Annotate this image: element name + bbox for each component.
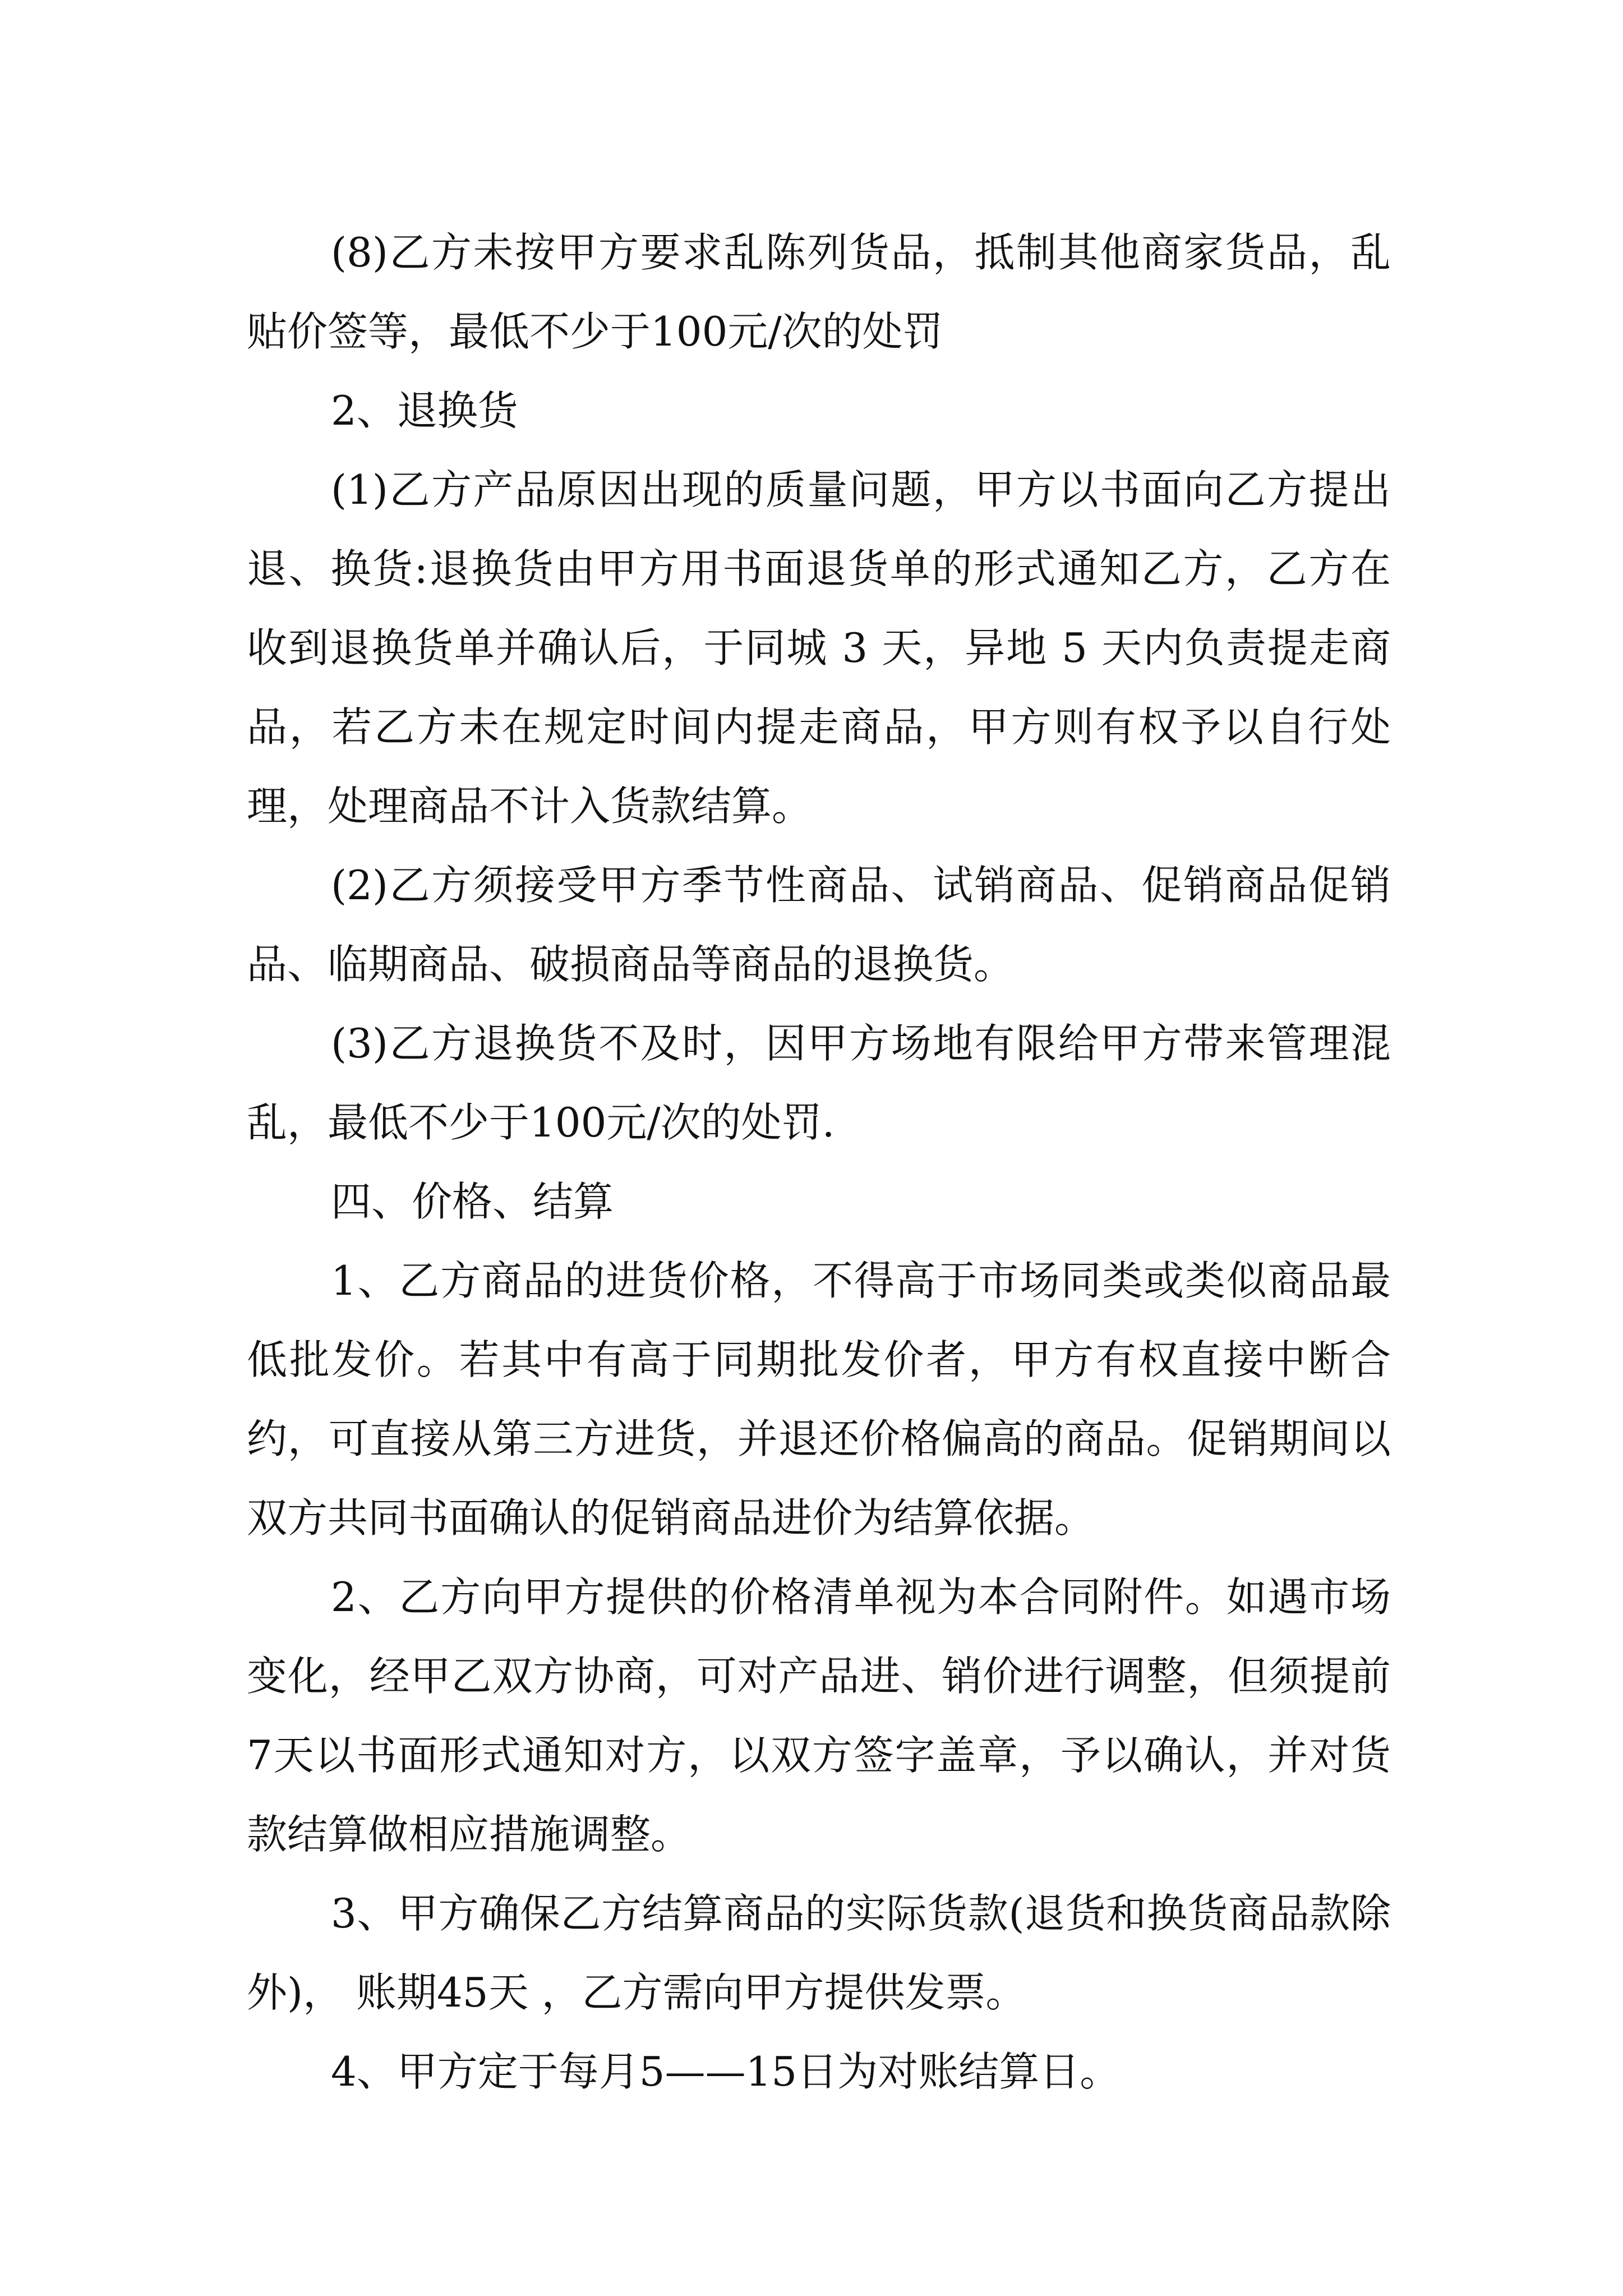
paragraph-accept-returns: (2)乙方须接受甲方季节性商品、试销商品、促销商品促销品、临期商品、破损商品等商品的退换货。 bbox=[247, 862, 1391, 988]
paragraph-payment-terms: 3、甲方确保乙方结算商品的实际货款(退货和换货商品款除外)， 账期45天 ，乙方需向甲方提供发票。 bbox=[247, 1890, 1391, 2016]
paragraph-quality-returns: (1)乙方产品原因出现的质量问题，甲方以书面向乙方提出退、换货:退换货由甲方用书面退货单的形式通知乙方，乙方在收到退换货单并确认后，于同城 3 天，异地 5 天内负责提走商品，若乙方未在规定时间内提走商品，甲方则有权予以自行处理，处理商品不计入货款结算。 bbox=[247, 466, 1391, 830]
document-body bbox=[247, 213, 1391, 2111]
section-heading-returns: 2、退换货 bbox=[331, 387, 518, 434]
paragraph-purchase-price: 1、乙方商品的进货价格，不得高于市场同类或类似商品最低批发价。若其中有高于同期批发价者，甲方有权直接中断合约，可直接从第三方进货，并退还价格偏高的商品。促销期间以双方共同书面确认的促销商品进价为结算依据。 bbox=[247, 1257, 1391, 1542]
section-heading-price-settlement: 四、价格、结算 bbox=[331, 1178, 614, 1225]
paragraph-late-returns: (3)乙方退换货不及时，因甲方场地有限给甲方带来管理混乱，最低不少于100元/次的处罚. bbox=[247, 1020, 1391, 1146]
paragraph-penalty-display: (8)乙方未按甲方要求乱陈列货品，抵制其他商家货品，乱贴价签等，最低不少于100元/次的处罚 bbox=[247, 229, 1391, 355]
paragraph-price-list: 2、乙方向甲方提供的价格清单视为本合同附件。如遇市场变化，经甲乙双方协商，可对产品进、销价进行调整，但须提前7天以书面形式通知对方，以双方签字盖章，予以确认，并对货款结算做相应措施调整。 bbox=[247, 1573, 1391, 1858]
paragraph-settlement-date: 4、甲方定于每月5——15日为对账结算日。 bbox=[331, 2048, 1121, 2095]
